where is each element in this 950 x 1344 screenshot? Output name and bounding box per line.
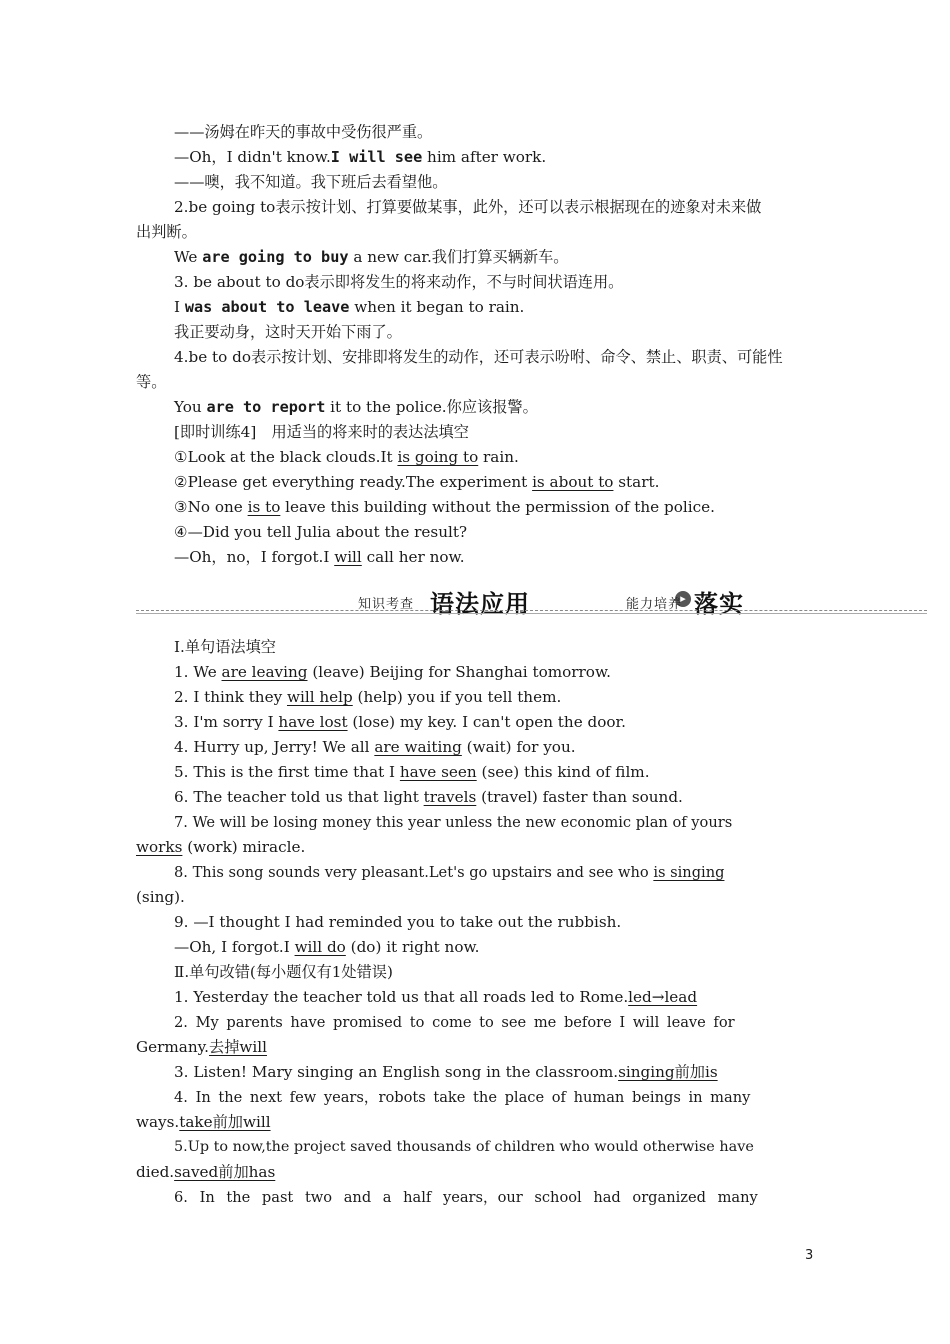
question — [0, 785, 950, 810]
text: ways. — [136, 1113, 180, 1131]
exercise-heading: [即时训练4] 用适当的将来时的表达法填空 — [174, 423, 469, 441]
banner-divider — [136, 610, 927, 611]
emphasis: was about to leave — [184, 298, 350, 316]
translation-line: ——汤姆在昨天的事故中受伤很严重。 — [174, 123, 433, 141]
question: 6. In the past two and a half years，our school had organized many — [174, 1189, 758, 1206]
section-heading: Ⅰ.单句语法填空 — [174, 638, 276, 656]
text: 5. This is the first time that I — [174, 763, 400, 781]
answer: will help — [286, 688, 353, 706]
text: 3. I'm sorry I — [174, 713, 279, 731]
text: (lose) my key. I can't open the door. — [347, 713, 626, 731]
rule-line: 4.be to do表示按计划、安排即将发生的动作，还可表示吩咐、命令、禁止、职责、可能性 — [174, 348, 783, 366]
question — [0, 860, 950, 885]
text: died. — [136, 1163, 175, 1181]
text: 8. This song sounds very pleasant.Let's go upstairs and see who — [174, 864, 654, 881]
answer: 去掉will — [209, 1038, 267, 1056]
banner-title-2: 落实 — [694, 590, 744, 618]
banner-divider-2 — [136, 613, 927, 614]
answer: will do — [294, 938, 346, 956]
text: 1. Yesterday the teacher told us that all roads led to Rome. — [174, 988, 629, 1006]
rule-line: 3. be about to do表示即将发生的将来动作，不与时间状语连用。 — [174, 273, 624, 291]
rule-line-cont: 等。 — [136, 373, 167, 391]
text: 2. I think they — [174, 688, 287, 706]
question — [0, 1060, 950, 1085]
translation-line: ——噢，我不知道。我下班后去看望他。 — [174, 173, 448, 191]
arrow-icon: ▸ — [675, 591, 691, 607]
text: 1. We — [174, 663, 222, 681]
answer: travels — [423, 788, 477, 806]
text: it to the police.你应该报警。 — [325, 398, 538, 416]
text: Germany. — [136, 1038, 210, 1056]
question — [0, 760, 950, 785]
text: ①Look at the black clouds.It — [174, 448, 398, 466]
question — [0, 735, 950, 760]
answer: will — [334, 548, 362, 566]
text: ②Please get everything ready.The experiment — [174, 473, 533, 491]
text: —Oh，I didn't know. — [174, 148, 331, 166]
answer: take前加will — [179, 1113, 271, 1131]
text: (help) you if you tell them. — [352, 688, 562, 706]
translation-line: 我正要动身，这时天开始下雨了。 — [174, 323, 402, 341]
exercise-item — [0, 545, 950, 570]
banner-title-1: 语法应用 — [430, 590, 530, 618]
text: I — [174, 298, 185, 316]
answer: are waiting — [374, 738, 462, 756]
answer: have lost — [278, 713, 348, 731]
banner-right-label: 能力培养 — [626, 597, 683, 612]
exercise-item — [0, 495, 950, 520]
text: start. — [613, 473, 660, 491]
text: You — [174, 398, 207, 416]
text: a new car.我们打算买辆新车。 — [348, 248, 569, 266]
answer: singing前加is — [618, 1063, 718, 1081]
answer: is singing — [653, 864, 725, 881]
text: when it began to rain. — [349, 298, 525, 316]
text: rain. — [478, 448, 519, 466]
answer: are leaving — [221, 663, 308, 681]
question-cont — [0, 1110, 950, 1135]
text: leave this building without the permission of the police. — [280, 498, 715, 516]
rule-line: 2.be going to表示按计划、打算要做某事，此外，还可以表示根据现在的迹象对未来做 — [174, 198, 762, 216]
text: (work) miracle. — [182, 838, 306, 856]
text: 6. The teacher told us that light — [174, 788, 424, 806]
answer: is to — [247, 498, 281, 516]
text: (wait) for you. — [461, 738, 576, 756]
answer: led→lead — [628, 988, 698, 1006]
emphasis: are going to buy — [202, 248, 349, 266]
question: 7. We will be losing money this year unless the new economic plan of yours — [174, 814, 733, 831]
question-cont: (sing). — [136, 888, 185, 906]
answer: have seen — [399, 763, 477, 781]
page-number: 3 — [805, 1248, 814, 1263]
question — [0, 985, 950, 1010]
text: ③No one — [174, 498, 248, 516]
text: —Oh, I forgot.I — [174, 938, 295, 956]
question-cont — [0, 935, 950, 960]
text: 4. Hurry up, Jerry! We all — [174, 738, 375, 756]
text: call her now. — [361, 548, 465, 566]
emphasis: are to report — [206, 398, 326, 416]
exercise-item: ④—Did you tell Julia about the result? — [174, 523, 468, 541]
question-cont — [0, 835, 950, 860]
example-sentence — [0, 295, 950, 320]
exercise-item — [0, 470, 950, 495]
banner-left-label: 知识考查 — [358, 597, 415, 612]
question — [0, 685, 950, 710]
text: 3. Listen! Mary singing an English song in the classroom. — [174, 1063, 619, 1081]
question-cont — [0, 1160, 950, 1185]
question: 4. In the next few years，robots take the place of human beings in many — [174, 1089, 751, 1106]
text: (leave) Beijing for Shanghai tomorrow. — [307, 663, 611, 681]
question: 2. My parents have promised to come to see me before I will leave for — [174, 1014, 735, 1031]
question — [0, 660, 950, 685]
question — [0, 710, 950, 735]
exercise-item — [0, 445, 950, 470]
answer: works — [136, 838, 183, 856]
question: 5.Up to now,the project saved thousands of children who would otherwise have — [174, 1139, 754, 1155]
answer: is about to — [532, 473, 614, 491]
emphasis: I will see — [330, 148, 423, 166]
rule-line-cont: 出判断。 — [136, 223, 197, 241]
question-cont — [0, 1035, 950, 1060]
example-sentence — [0, 395, 950, 420]
text: (see) this kind of film. — [476, 763, 650, 781]
answer: saved前加has — [174, 1163, 276, 1181]
text: (travel) faster than sound. — [476, 788, 683, 806]
example-sentence — [0, 245, 950, 270]
text: him after work. — [422, 148, 547, 166]
text: We — [174, 248, 203, 266]
answer: is going to — [397, 448, 479, 466]
text: (do) it right now. — [345, 938, 480, 956]
question: 9. —I thought I had reminded you to take out the rubbish. — [174, 913, 622, 931]
text: —Oh，no，I forgot.I — [174, 548, 335, 566]
section-heading: Ⅱ.单句改错(每小题仅有1处错误) — [174, 963, 393, 981]
section-banner — [136, 584, 927, 618]
example-sentence — [0, 145, 950, 170]
